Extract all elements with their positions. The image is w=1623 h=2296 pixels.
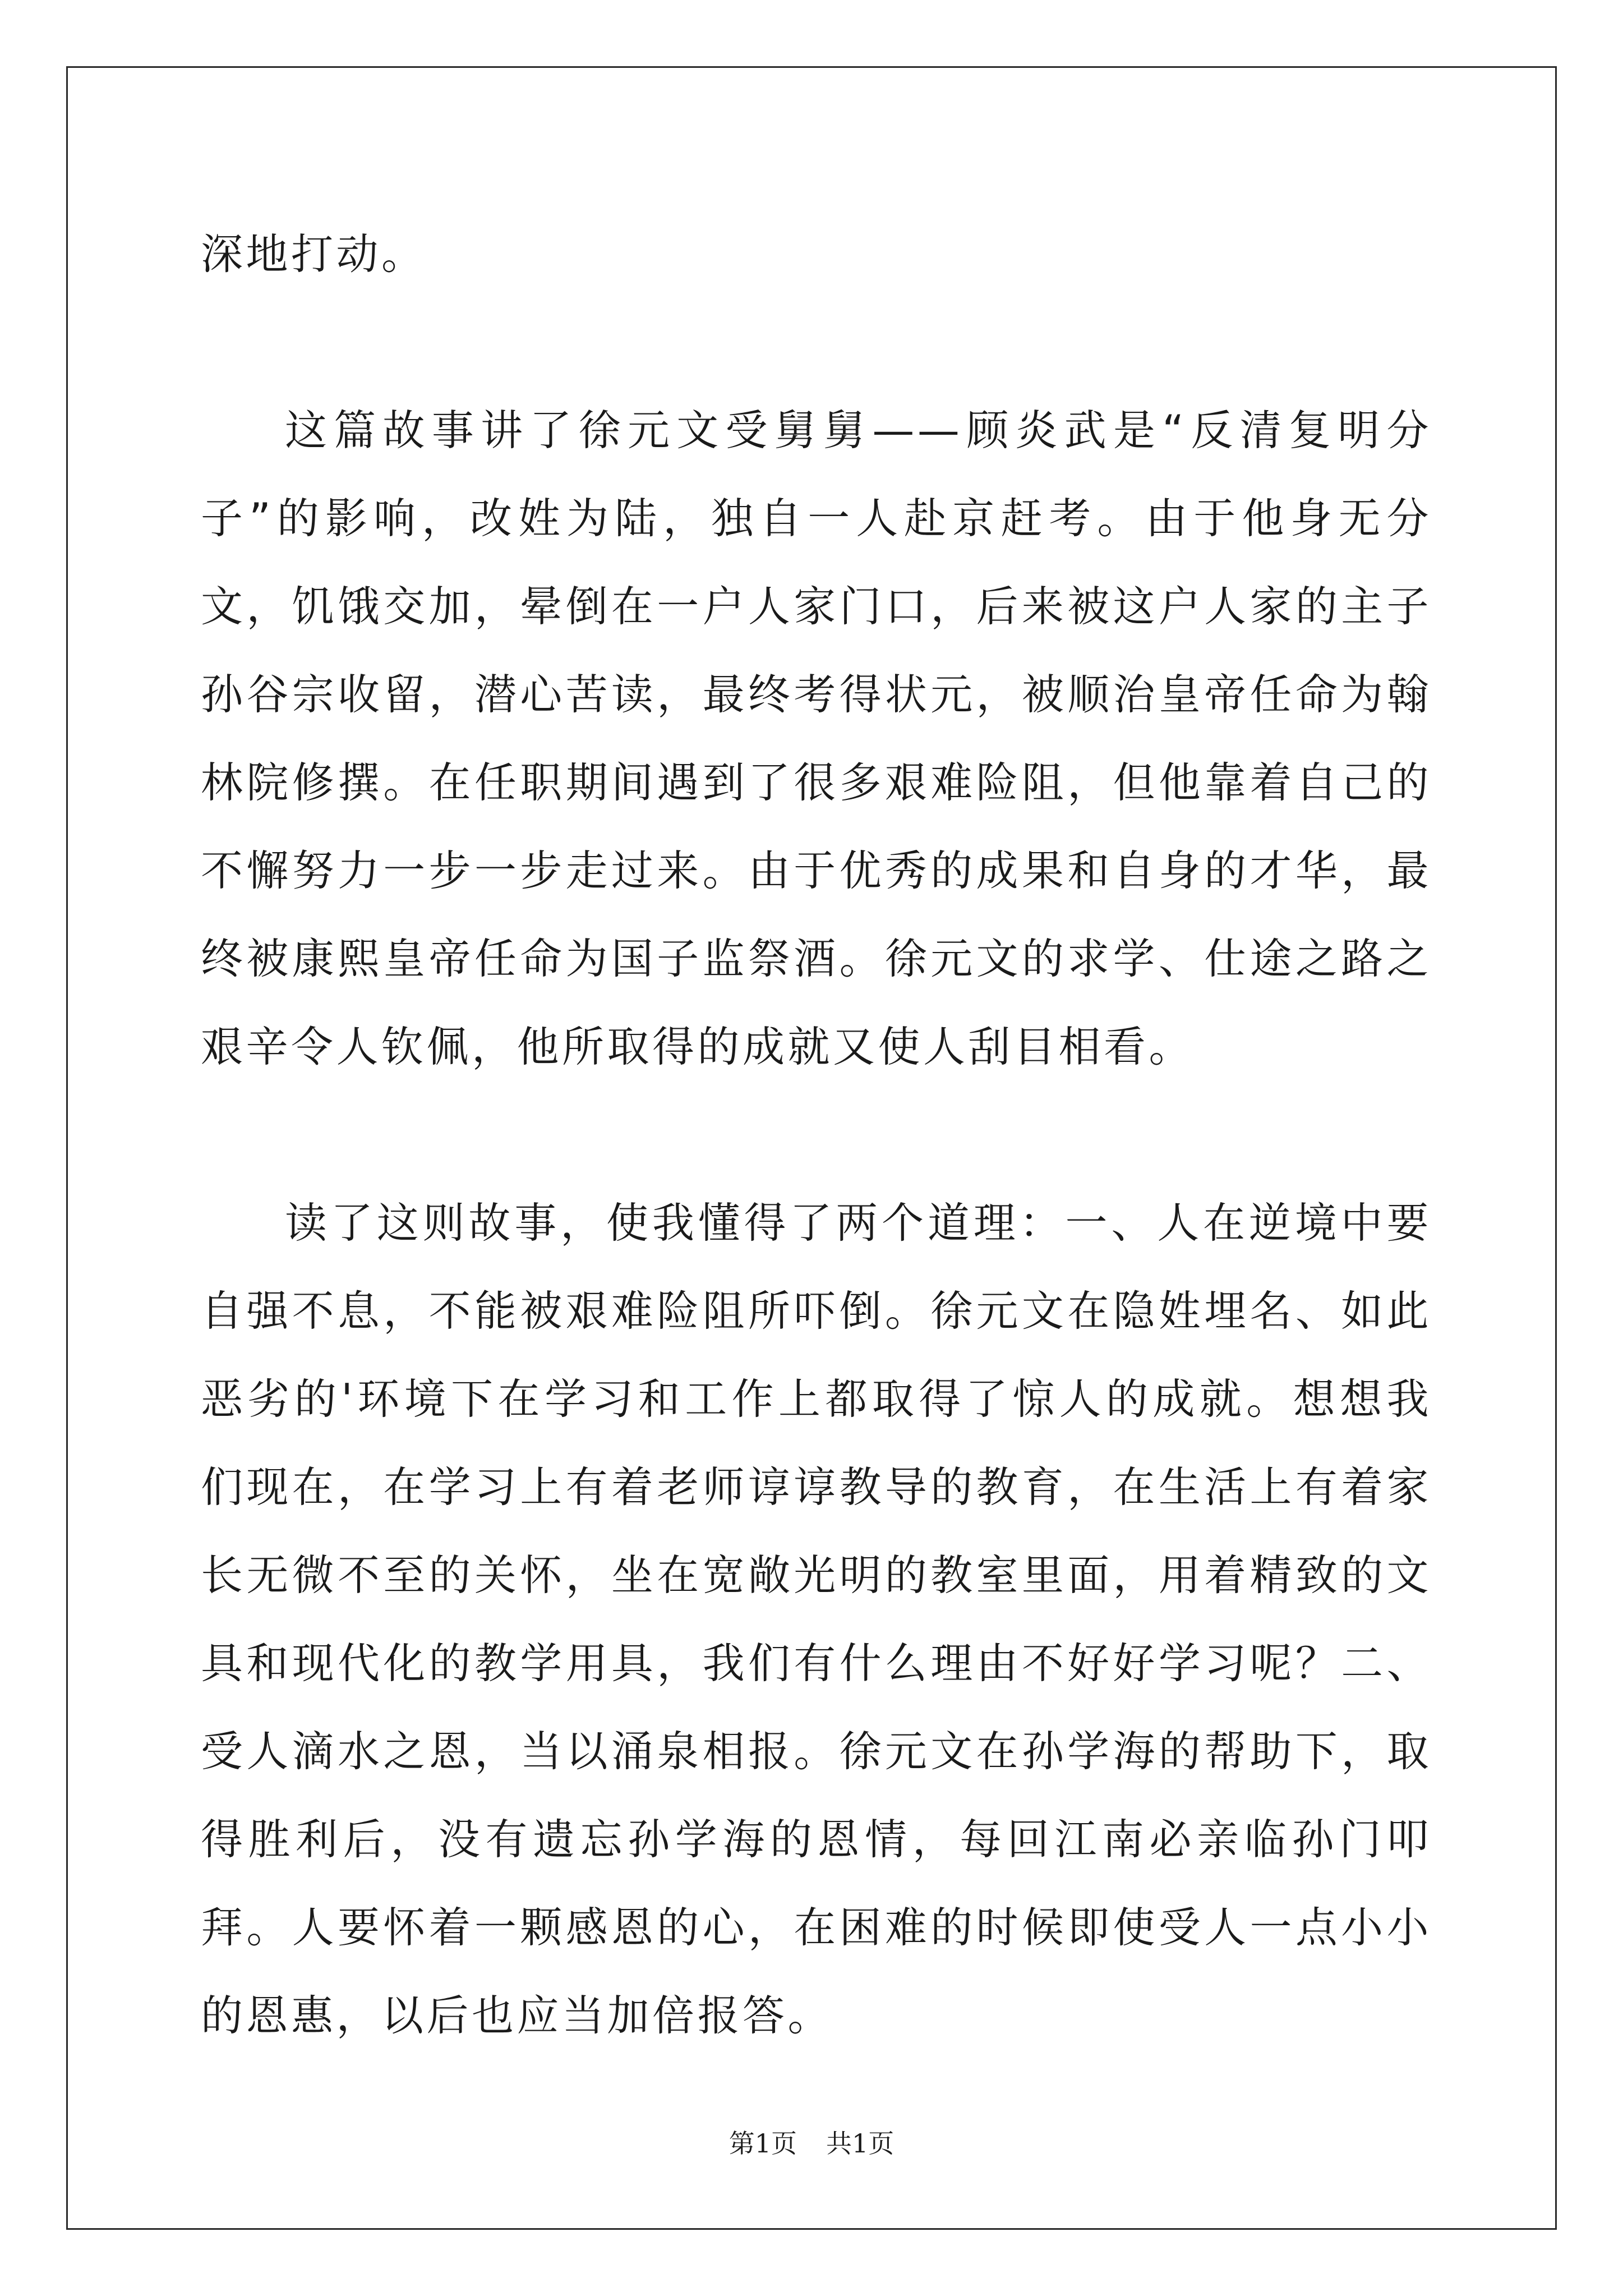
paragraph-continuation: 深地打动。 bbox=[201, 229, 427, 279]
paragraph-lessons: 读了这则故事，使我懂得了两个道理：一、人在逆境中要自强不息，不能被艰难险阻所吓倒。徐元文在隐姓埋名、如此恶劣的'环境下在学习和工作上都取得了惊人的成就。想想我们现在，在学习上有着老师谆谆教导的教育，在生活上有着家长无微不至的关怀，坐在宽敞光明的教室里面，用着精致的文具和现代化的教学用具，我们有什么理由不好好学习呢？二、受人滴水之恩，当以涌泉相报。徐元文在孙学海的帮助下，取得胜利后，没有遗忘孙学海的恩情，每回江南必亲临孙门叩拜。人要怀着一颗感恩的心，在困难的时候即使受人一点小小的恩惠，以后也应当加倍报答。 bbox=[201, 1198, 1432, 2040]
page-total: 共1页 bbox=[826, 2128, 895, 2159]
paragraph-story-summary: 这篇故事讲了徐元文受舅舅——顾炎武是“反清复明分子”的影响，改姓为陆，独自一人赴京赶考。由于他身无分文，饥饿交加，晕倒在一户人家门口，后来被这户人家的主子孙谷宗收留，潜心苦读，最终考得状元，被顺治皇帝任命为翰林院修撰。在任职期间遇到了很多艰难险阻，但他靠着自己的不懈努力一步一步走过来。由于优秀的成果和自身的才华，最终被康熙皇帝任命为国子监祭酒。徐元文的求学、仕途之路之艰辛令人钦佩，他所取得的成就又使人刮目相看。 bbox=[201, 406, 1432, 1071]
page-footer bbox=[0, 2123, 1623, 2160]
document-body bbox=[201, 210, 1432, 2060]
page-number: 第1页 bbox=[728, 2128, 797, 2159]
